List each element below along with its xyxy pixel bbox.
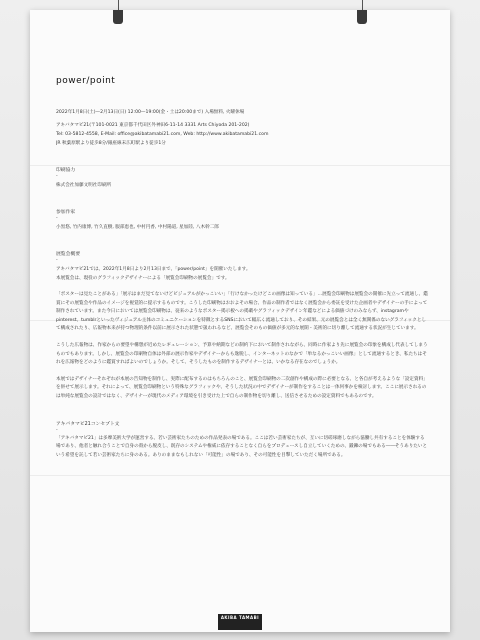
overview-intro-line: 本展覧会は、現役のグラフィックデザイナーによる「展覧会印刷物の展覧会」です。 — [56, 276, 230, 281]
poster-sheet — [30, 10, 450, 632]
binder-clip-icon — [113, 10, 123, 24]
binder-clip-icon — [357, 10, 367, 24]
event-access: JR 秋葉原駅より徒歩8分/銀座線末広町駅より徒歩1分 — [56, 141, 166, 146]
page-title: power/point — [56, 76, 116, 86]
overview-paragraph: 「ポスターは見たことがある」「展示はまだ見てないけどビジュアルがかっこいい」「行けなかったけどこの画像は知っている」…展覧会印刷物は展覧会の開催に先立って流通し、鑑賞にその展覧会や作品のイメージを視覚的に提示するものです。こうした印刷物はおおよその場合、作品の制作者ではなく展覧会から委託を受けた企画者やデザイナーの手によって制作されています。また今日においては展覧会印刷物は、従来のようなポスター掲示板への掲載やグラフィックデザイン年鑑などによる価値づけのみならず、instagramやpinterest、tumblrといったヴィジュアル主体のコミュニケーションを特徴とするSNSにおいて幅広く流通しており、その結果、元の展覧会とは全く無関係のないグラフィックとして構成されたり、広報物本来が持つ物理的条件以前に展示された状態で扱われるなど、展覧会そのもの価値が多元的な展開・美術的に切り離して流通する状況が生じています。 — [56, 292, 428, 332]
overview-paragraph: 本展ではデザイナーそれぞれが本展の告知物を制作し、実際に配布するのはもちろんのこと、展覧会印刷物の二次創作や構成の際に必要となる、と各自が考えるような「設定資料」を併せて展示します。それによって、展覧会印刷物という特殊なグラフィックや、そうした状況の中でデザイナーが制作をすることは一体何事かを検討します。ここに展示されるのは単純な展覧会の設計ではなく、デザイナーが現代のメディア環境を引き受けた上で自らの制作物を切り離し、送信させるための設定資料でもあるのです。 — [56, 376, 428, 399]
event-contact: Tel: 03-5812-4558, E-Mail: office@akibatamabi21.com, Web: http://www.akibatamabi21.com — [56, 132, 269, 137]
poster-content — [56, 76, 428, 460]
cooperation-value: 株式会社加藤文明社印刷所 — [56, 183, 112, 188]
artists-heading: 参加作家 — [56, 210, 76, 215]
akiba-tamabi-logo: AKIBA TAMABI — [218, 614, 262, 630]
overview-paragraph: こうした広報物は、作家からの要望や構想が近めたレギュレーション、予算や納期などの制約下において制作されながら、同時に作家より先に展覧会の印象を構成し代表してしまうものでもあります。しかし、展覧会の印刷物自体は外部の展示作家やデザイナーからも逸脱し、インターネットのなかで「単なるかっこいい画像」として流通するとき、私たちはそれを広報物をどのように鑑賞すればよいのでしょうか。そして、そうしたものを制作するデザイナーとは、いかなる存在なのでしょうか。 — [56, 342, 428, 366]
event-dates: 2022年1月8日(土)—2月13日(日) 12:00—19:00(金・土は20:00まで) 入場無料, 火曜休場 — [56, 110, 245, 115]
event-venue: アキバタマビ21(〒101-0021 東京都千代田区外神田6-11-14 3331 Arts Chiyoda 201-202) — [56, 123, 250, 128]
overview-dash: - — [56, 258, 58, 263]
concept-paragraph: 「アキバタマビ21」は多摩美術大学が運営する、若い芸術家たちのための作品発表の場である。ここは若い芸術家たちが、互いに切磋琢磨しながら協働し共有することを体験する場であり、他者と触れ合うことで自身の殻から脱皮し、既存のシステムや権威に依存することなく自らをプロデュースし自立していくための、鍛錬の場でもある――そうありたいという希望を託して若い芸術家たちに身のある。ありのままなもしれない「可能性」の場であり、その可能性を目撃していただく場所である。 — [56, 435, 428, 458]
cooperation-heading: 印刷協力 — [56, 168, 76, 173]
overview-intro-line: アキバタマビ21では、2022年1月8日より2月13日まで、「power/point」を開催いたします。 — [56, 267, 251, 272]
cooperation-dash: - — [56, 174, 58, 179]
fold-line — [30, 475, 450, 476]
concept-heading: アキバタマビ21コンセプト文 — [56, 421, 120, 427]
concept-dash: - — [56, 427, 58, 433]
overview-heading: 展覧会概要 — [56, 252, 80, 257]
artists-value: 小黒悠, 竹内康博, 竹久直樹, 服部恵也, 中村円香, 中村陽道, 星加陸, 八木幹二郎 — [56, 225, 219, 230]
artists-dash: - — [56, 216, 58, 221]
